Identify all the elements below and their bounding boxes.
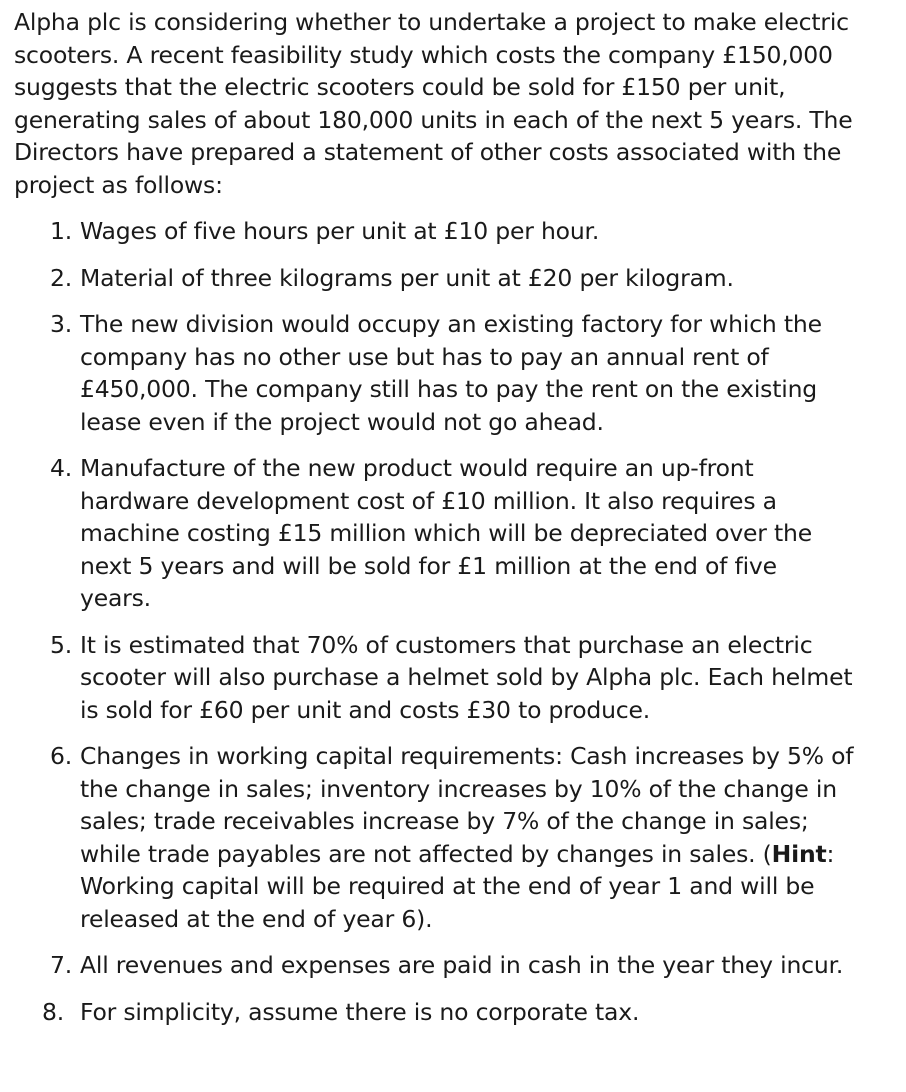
list-item — [14, 215, 894, 248]
list-item-text: Wages of five hours per unit at £10 per hour. — [80, 217, 600, 245]
list-item-number: 2. — [49, 263, 72, 292]
list-item — [14, 996, 894, 1029]
list-item-text: Manufacture of the new product would require an up-front hardware development cost of £10 million. It also requires a machine costing £15 million which will be depreciated over the next 5 years and will be sold for £1 million at the end of five years. — [80, 454, 812, 612]
list-item-text: It is estimated that 70% of customers that purchase an electric scooter will also purchase a helmet sold by Alpha plc. Each helmet is sold for £60 per unit and costs £30 to produce. — [80, 630, 853, 724]
list-item-text — [80, 740, 894, 935]
list-item-text: Material of three kilograms per unit at £20 per kilogram. — [80, 263, 734, 292]
list-item — [14, 452, 894, 615]
list-item-number: 1. — [49, 217, 72, 245]
list-item-text: For simplicity, assume there is no corporate tax. — [80, 997, 640, 1026]
list-item-text: All revenues and expenses are paid in cash in the year they incur. — [80, 951, 844, 979]
list-item — [14, 949, 894, 982]
list-item-number: 3. — [49, 310, 72, 338]
list-item-text: The new division would occupy an existing factory for which the company has no other use but has to pay an annual rent of £450,000. The company still has to pay the rent on the existing lease even if the project would not go ahead. — [80, 310, 822, 436]
list-item — [14, 740, 894, 935]
intro-paragraph: Alpha plc is considering whether to undertake a project to make electric scooters. A recent feasibility study which costs the company £150,000 suggests that the electric scooters could be sold for £150 per unit, generating sales of about 180,000 units in each of the next 5 years. The Directors have prepared a statement of other costs associated with the project as follows: — [14, 8, 853, 199]
list-item-number: 7. — [49, 951, 72, 979]
cost-list — [14, 215, 894, 1028]
list-item — [14, 262, 894, 295]
list-item-number: 5. — [49, 630, 72, 659]
document — [14, 6, 894, 1042]
hint-text: : Working capital will be required at the end of year 1 and will be released at the end of year 6). — [80, 839, 835, 933]
list-item — [14, 629, 894, 727]
hint-label: Hint — [771, 839, 827, 868]
list-item — [14, 308, 894, 438]
list-item-number: 8. — [41, 997, 64, 1026]
list-item-number: 4. — [49, 454, 72, 482]
working-capital-text: Changes in working capital requirements: Cash increases by 5% of the change in sales; inventory increases by 10% of the change in sales; trade receivables increase by 7% of the change in sales; while trade payables are not affected by changes in sales. ( — [80, 742, 854, 868]
list-item-number: 6. — [49, 742, 72, 770]
